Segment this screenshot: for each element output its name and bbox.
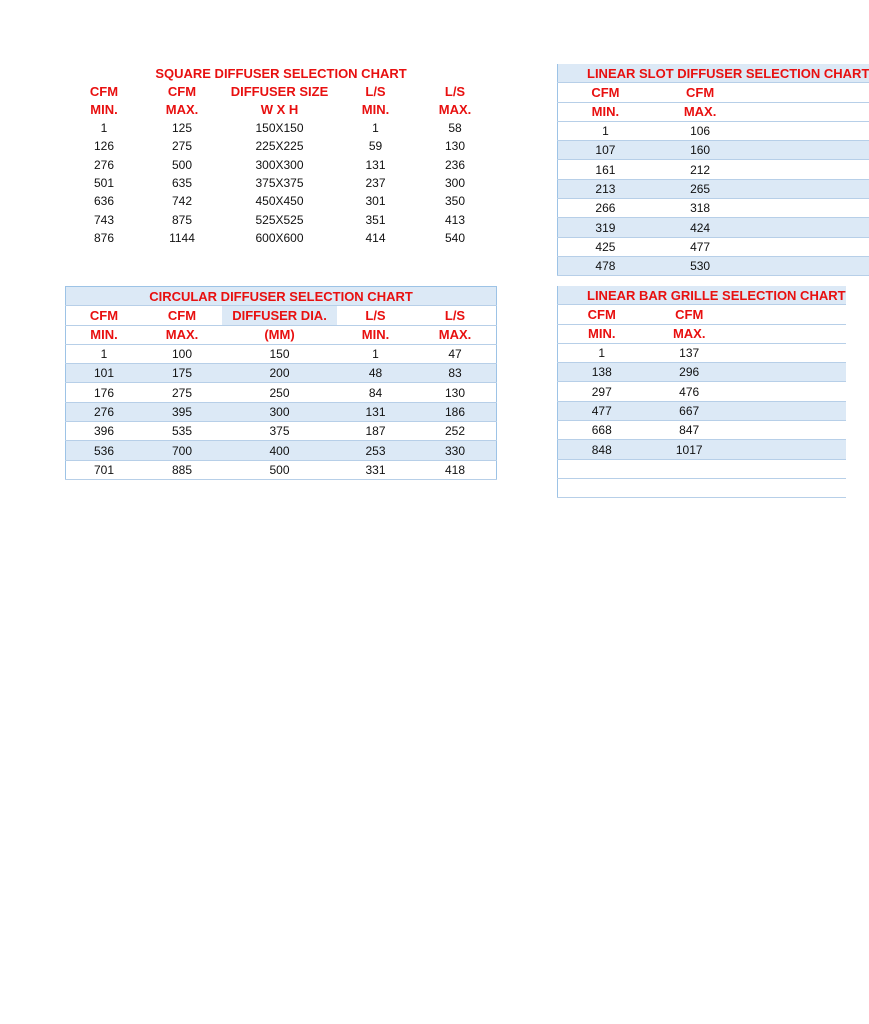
table-cell: 375 (222, 422, 337, 441)
table-cell: 161 (558, 160, 653, 179)
table-cell: 253 (337, 441, 414, 460)
table-row (558, 382, 846, 401)
header-cell: MIN. (66, 325, 143, 344)
table-cell: 48 (337, 364, 414, 383)
header-cell: MAX. (414, 325, 497, 344)
square-title-row (66, 64, 496, 82)
empty-cell (646, 478, 733, 497)
table-cell: 318 (653, 199, 748, 218)
header-cell (747, 83, 869, 102)
empty-cell (558, 459, 646, 478)
table-cell: 1017 (646, 440, 733, 459)
table-cell: 635 (171, 175, 193, 190)
table-cell: 126 (93, 139, 115, 154)
header-cell: MAX. (653, 102, 748, 121)
table-cell: 418 (414, 460, 497, 479)
table-row (66, 229, 496, 247)
table-cell: 275 (142, 383, 222, 402)
table-cell (747, 237, 869, 256)
linear-bar-panel (557, 286, 846, 498)
table-cell: 530 (653, 256, 748, 275)
table-row (66, 422, 497, 441)
table-cell: 351 (365, 212, 386, 227)
table-cell: 742 (171, 194, 193, 209)
table-cell: 252 (414, 422, 497, 441)
empty-cell (733, 478, 846, 497)
table-cell: 276 (66, 402, 143, 421)
table-row (558, 440, 846, 459)
table-cell: 107 (558, 141, 653, 160)
header-cell: MAX. (142, 325, 222, 344)
table-cell: 847 (646, 421, 733, 440)
table-row (558, 401, 846, 420)
header-cell: MIN. (558, 102, 653, 121)
empty-cell (733, 459, 846, 478)
table-cell: 477 (653, 237, 748, 256)
table-cell (733, 363, 846, 382)
table-cell: 400 (222, 441, 337, 460)
table-cell: 1 (66, 344, 143, 363)
table-cell: 500 (171, 157, 193, 172)
header-cell (747, 102, 869, 121)
table-cell: 275 (171, 139, 193, 154)
table-cell: 58 (448, 121, 462, 136)
table-cell: 237 (365, 175, 386, 190)
table-cell: 701 (66, 460, 143, 479)
table-cell: 125 (171, 121, 193, 136)
header-cell: CFM (66, 306, 143, 325)
table-cell: 213 (558, 179, 653, 198)
table-cell: 667 (646, 401, 733, 420)
circular-title-row (66, 287, 497, 306)
table-row (66, 137, 496, 155)
table-cell: 300 (222, 402, 337, 421)
table-row (558, 237, 869, 256)
table-cell: 106 (653, 121, 748, 140)
table-cell (747, 121, 869, 140)
table-row (558, 343, 846, 362)
header-cell: L/S (337, 306, 414, 325)
table-row (66, 174, 496, 192)
table-cell: 266 (558, 199, 653, 218)
table-row (558, 121, 869, 140)
table-cell: 47 (414, 344, 497, 363)
header-cell: L/S (365, 83, 386, 99)
table-cell: 131 (337, 402, 414, 421)
table-cell: 450X450 (255, 194, 304, 209)
table-cell: 1 (100, 121, 108, 136)
table-cell: 101 (66, 364, 143, 383)
table-row (558, 218, 869, 237)
table-cell: 636 (93, 194, 115, 209)
square-diffuser-table (66, 64, 496, 247)
table-cell: 501 (93, 175, 115, 190)
table-cell: 1 (372, 121, 379, 136)
table-cell: 414 (365, 230, 386, 245)
empty-cell (558, 478, 646, 497)
table-cell: 425 (558, 237, 653, 256)
table-cell: 176 (66, 383, 143, 402)
header-cell: MAX. (165, 102, 199, 118)
table-cell: 130 (414, 383, 497, 402)
table-cell (733, 401, 846, 420)
table-cell (733, 421, 846, 440)
header-cell: L/S (444, 83, 466, 99)
table-cell: 319 (558, 218, 653, 237)
table-cell: 330 (414, 441, 497, 460)
square-title: SQUARE DIFFUSER SELECTION CHART (155, 65, 407, 81)
table-cell: 160 (653, 141, 748, 160)
table-cell: 1144 (169, 230, 195, 245)
table-cell: 186 (414, 402, 497, 421)
linear-slot-diffuser-table (557, 64, 869, 276)
circular-title: CIRCULAR DIFFUSER SELECTION CHART (66, 287, 497, 306)
table-cell: 187 (337, 422, 414, 441)
header-cell: W X H (260, 102, 299, 118)
linear-slot-header-row-1 (558, 83, 869, 102)
table-row (66, 119, 496, 137)
table-cell (733, 382, 846, 401)
table-row (558, 363, 846, 382)
table-cell: 743 (93, 212, 115, 227)
table-row (558, 141, 869, 160)
table-row (66, 383, 497, 402)
table-cell: 477 (558, 401, 646, 420)
table-cell: 396 (66, 422, 143, 441)
table-cell: 84 (337, 383, 414, 402)
header-cell: CFM (167, 83, 197, 99)
circular-header-row-1 (66, 306, 497, 325)
table-cell: 700 (142, 441, 222, 460)
empty-cell (646, 459, 733, 478)
header-cell: MIN. (558, 324, 646, 343)
table-cell: 300X300 (255, 157, 304, 172)
table-cell: 535 (142, 422, 222, 441)
table-cell: 885 (142, 460, 222, 479)
header-cell: CFM (558, 305, 646, 324)
table-cell: 83 (414, 364, 497, 383)
linear-bar-grille-table (557, 286, 846, 498)
table-row (66, 441, 497, 460)
table-cell: 478 (558, 256, 653, 275)
table-cell (747, 218, 869, 237)
header-cell: CFM (89, 83, 119, 99)
header-cell: L/S (414, 306, 497, 325)
table-cell: 876 (93, 230, 115, 245)
table-cell: 525X525 (255, 212, 304, 227)
table-cell: 668 (558, 421, 646, 440)
table-cell: 476 (646, 382, 733, 401)
header-cell: DIFFUSER SIZE (230, 83, 329, 99)
table-row (558, 179, 869, 198)
table-cell (747, 256, 869, 275)
header-cell: MIN. (337, 325, 414, 344)
table-cell: 875 (171, 212, 193, 227)
header-cell: CFM (142, 306, 222, 325)
circular-diffuser-table (65, 286, 497, 480)
table-cell: 1 (558, 343, 646, 362)
table-cell: 1 (558, 121, 653, 140)
table-cell: 236 (444, 157, 466, 172)
header-cell: MAX. (646, 324, 733, 343)
table-cell: 331 (337, 460, 414, 479)
empty-row (558, 478, 846, 497)
table-cell: 424 (653, 218, 748, 237)
table-cell: 848 (558, 440, 646, 459)
table-row (558, 421, 846, 440)
table-cell: 413 (444, 212, 466, 227)
header-cell: DIFFUSER DIA. (222, 306, 337, 325)
table-cell: 300 (444, 175, 466, 190)
table-row (558, 160, 869, 179)
table-cell: 175 (142, 364, 222, 383)
square-header-row-1 (66, 82, 496, 100)
table-row (66, 155, 496, 173)
table-cell: 500 (222, 460, 337, 479)
table-cell: 212 (653, 160, 748, 179)
table-cell: 100 (142, 344, 222, 363)
table-cell: 296 (646, 363, 733, 382)
header-cell: MIN. (90, 102, 118, 118)
linear-slot-header-row-2 (558, 102, 869, 121)
table-cell: 301 (365, 194, 386, 209)
header-cell: MAX. (438, 102, 472, 118)
linear-slot-panel (557, 64, 869, 276)
linear-slot-title-row (558, 64, 869, 83)
table-cell: 600X600 (255, 230, 304, 245)
table-row (558, 256, 869, 275)
table-cell: 375X375 (255, 175, 304, 190)
table-cell: 297 (558, 382, 646, 401)
linear-bar-header-row-1 (558, 305, 846, 324)
linear-bar-title-row (558, 286, 846, 305)
table-cell: 200 (222, 364, 337, 383)
table-row (66, 364, 497, 383)
table-cell: 265 (653, 179, 748, 198)
empty-row (558, 459, 846, 478)
header-cell: CFM (646, 305, 733, 324)
table-cell: 150 (222, 344, 337, 363)
header-cell: CFM (558, 83, 653, 102)
table-cell (747, 199, 869, 218)
table-cell: 59 (368, 139, 383, 154)
table-cell: 138 (558, 363, 646, 382)
table-cell: 130 (444, 139, 466, 154)
linear-slot-title: LINEAR SLOT DIFFUSER SELECTION CHART (558, 64, 869, 83)
table-cell: 250 (222, 383, 337, 402)
header-cell: (MM) (222, 325, 337, 344)
header-cell (733, 305, 846, 324)
linear-bar-title: LINEAR BAR GRILLE SELECTION CHART (558, 286, 846, 305)
table-row (66, 192, 496, 210)
table-cell (747, 141, 869, 160)
header-cell: CFM (653, 83, 748, 102)
table-row (66, 402, 497, 421)
table-cell (733, 343, 846, 362)
table-cell: 350 (444, 194, 466, 209)
table-cell: 131 (365, 157, 386, 172)
table-row (66, 210, 496, 228)
table-cell: 276 (93, 157, 115, 172)
table-cell (733, 440, 846, 459)
header-cell: MIN. (361, 102, 390, 118)
table-cell: 1 (337, 344, 414, 363)
table-cell (747, 160, 869, 179)
square-header-row-2 (66, 101, 496, 119)
table-row (558, 199, 869, 218)
circular-header-row-2 (66, 325, 497, 344)
table-cell: 150X150 (255, 121, 304, 136)
table-cell: 540 (444, 230, 466, 245)
table-cell: 395 (142, 402, 222, 421)
table-cell: 536 (66, 441, 143, 460)
header-cell (733, 324, 846, 343)
table-cell: 137 (646, 343, 733, 362)
table-cell: 225X225 (255, 139, 304, 154)
table-row (66, 344, 497, 363)
table-cell (747, 179, 869, 198)
linear-bar-header-row-2 (558, 324, 846, 343)
table-row (66, 460, 497, 479)
